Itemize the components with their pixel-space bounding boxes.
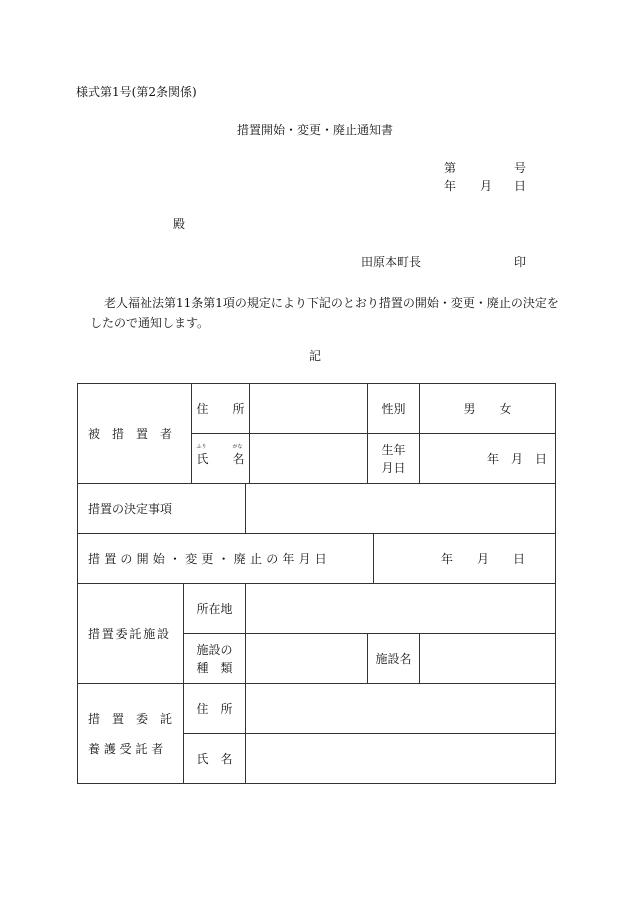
furigana-1: ふり bbox=[196, 444, 207, 450]
facility-name-field[interactable] bbox=[420, 634, 556, 684]
number-label: 第 bbox=[444, 161, 457, 175]
gender-field[interactable]: 男 女 bbox=[420, 384, 556, 434]
ki-heading: 記 bbox=[308, 349, 321, 363]
change-date-label: 措置の開始・変更・廃止の年月日 bbox=[78, 534, 374, 584]
number-suffix: 号 bbox=[514, 161, 527, 175]
date-year-label: 年 bbox=[444, 179, 457, 193]
form-number: 様式第1号(第2条関係) bbox=[76, 85, 197, 99]
issuer-name: 田原本町長 bbox=[361, 255, 422, 269]
notification-table bbox=[77, 383, 556, 784]
name-field[interactable] bbox=[250, 434, 368, 484]
document-title: 措置開始・変更・廃止通知書 bbox=[236, 123, 393, 137]
birth-label: 生年 月日 bbox=[368, 434, 420, 484]
addressee-suffix: 殿 bbox=[173, 217, 186, 231]
gender-label: 性別 bbox=[368, 384, 420, 434]
name-label: ふり 氏 がな 名 bbox=[192, 434, 250, 484]
facility-type-field[interactable] bbox=[246, 634, 368, 684]
body-paragraph: 老人福祉法第11条第1項の規定により下記のとおり措置の開始・変更・廃止の決定をしたので通知します。 bbox=[90, 296, 559, 330]
facility-label: 措置委託施設 bbox=[78, 584, 184, 684]
caretaker-label: 措 置 委 託 養 護 受 託 者 bbox=[78, 684, 184, 784]
caretaker-name-label: 氏 名 bbox=[184, 734, 246, 784]
address-label: 住 所 bbox=[192, 384, 250, 434]
facility-type-label: 施設の 種 類 bbox=[184, 634, 246, 684]
decision-field[interactable] bbox=[246, 484, 556, 534]
location-label: 所在地 bbox=[184, 584, 246, 634]
birth-field[interactable]: 年 月 日 bbox=[420, 434, 556, 484]
seal-mark: 印 bbox=[514, 255, 527, 269]
caretaker-address-field[interactable] bbox=[246, 684, 556, 734]
date-month-label: 月 bbox=[480, 179, 493, 193]
date-day-label: 日 bbox=[514, 179, 527, 193]
caretaker-address-label: 住 所 bbox=[184, 684, 246, 734]
facility-name-label: 施設名 bbox=[368, 634, 420, 684]
caretaker-name-field[interactable] bbox=[246, 734, 556, 784]
furigana-2: がな bbox=[232, 444, 243, 450]
address-field[interactable] bbox=[250, 384, 368, 434]
subject-label: 被 措 置 者 bbox=[78, 384, 192, 484]
change-date-field[interactable]: 年 月 日 bbox=[374, 534, 556, 584]
decision-label: 措置の決定事項 bbox=[78, 484, 246, 534]
location-field[interactable] bbox=[246, 584, 556, 634]
